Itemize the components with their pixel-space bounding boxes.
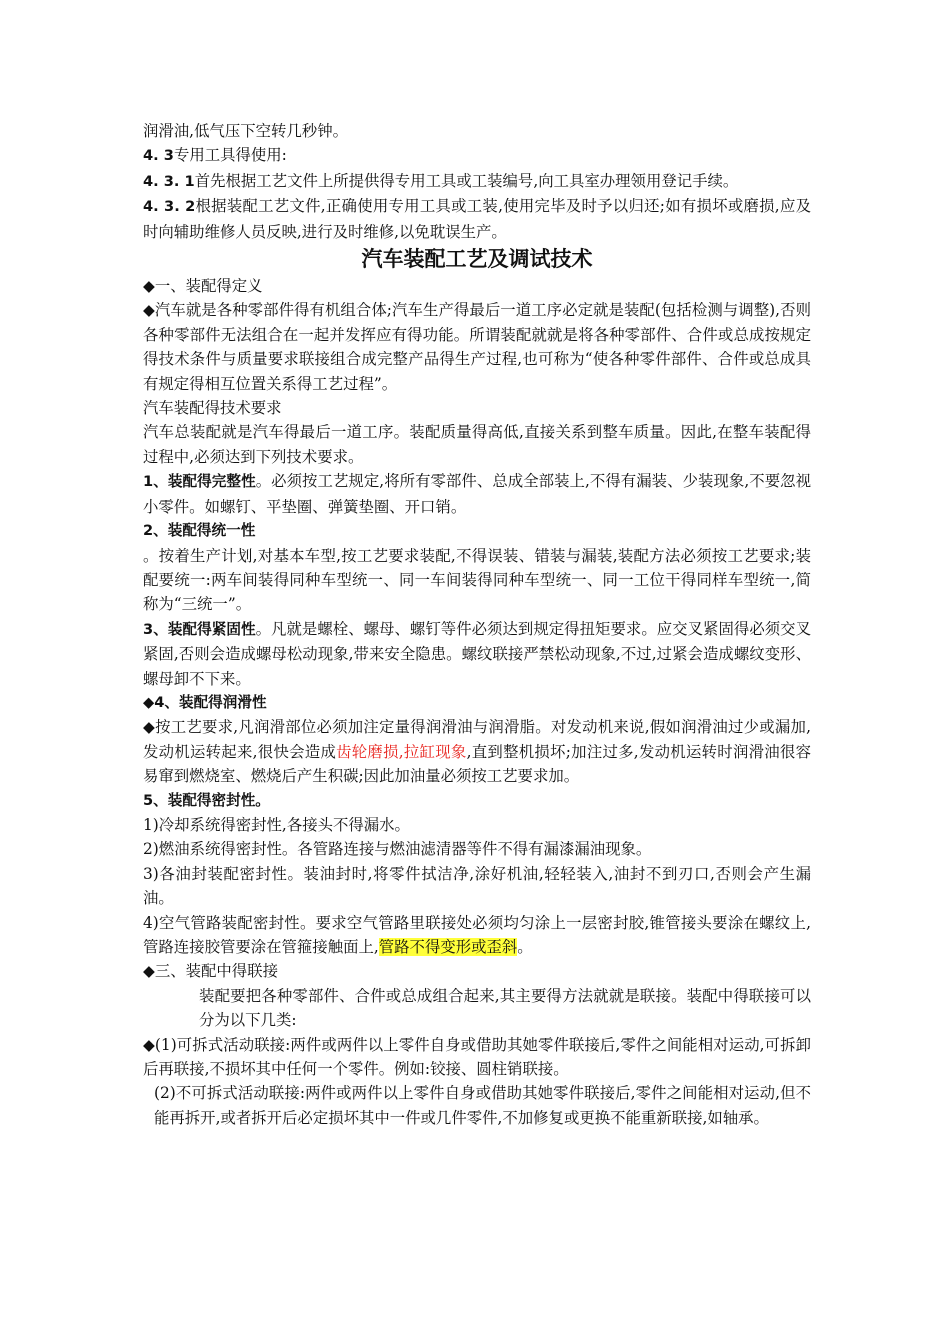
- connection-type-2: (2)不可拆式活动联接:两件或两件以上零件自身或借助其她零件联接后,零件之间能相对运动,但不能再拆开,或者拆开后必定损坏其中一件或几件零件,不加修复或更换不能重新联接,如轴承。: [154, 1084, 811, 1127]
- text-part: ◆按工艺要求,凡润滑部位必须加注定量得润滑油与润滑脂。对发动机来说,假如润滑油过少或漏加,发动机运转起来,很快会造成: [143, 718, 811, 761]
- requirement-uniformity-label: 2、装配得统一性: [143, 522, 256, 540]
- section-number: 4. 3: [143, 147, 174, 165]
- requirement-uniformity-text: 。按着生产计划,对基本车型,按工艺要求装配,不得误装、错装与漏装,装配方法必须按工艺要求;装配要统一:两车间装得同种车型统一、同一车间装得同种车型统一、同一工位干得同样车型统一,简称为“三统一”。: [143, 546, 812, 614]
- section-text: 根据装配工艺文件,正确使用专用工具或工装,使用完毕及时予以归还;如有损坏或磨损,应及时向辅助维修人员反映,进行及时维修,以免耽误生产。: [143, 197, 811, 241]
- paragraph-continued: 润滑油,低气压下空转几秒钟。: [143, 122, 348, 140]
- requirement-label: 1、装配得完整性: [143, 473, 256, 491]
- requirement-lubrication-label: ◆4、装配得润滑性: [143, 693, 267, 711]
- document-body: [143, 119, 811, 1130]
- requirement-lubrication-text: [143, 715, 811, 788]
- text-part: ,直到整机损坏;加注过多,发动机运转时润滑油很容易窜到燃烧室、燃烧后产生积碳;因此加油量必须按工艺要求加。: [143, 742, 811, 786]
- section-4-3-heading: [143, 143, 811, 168]
- requirement-text: 。必须按工艺规定,将所有零部件、总成全部装上,不得有漏装、少装现象,不要忽视小零件。如螺钉、平垫圈、弹簧垫圈、开口销。: [143, 472, 811, 516]
- sealing-item-4: [143, 911, 811, 960]
- requirements-heading: 汽车装配得技术要求: [143, 399, 282, 418]
- section-number: 4. 3. 2: [143, 198, 196, 216]
- definition-heading: ◆一、装配得定义: [143, 277, 263, 296]
- document-title: 汽车装配工艺及调试技术: [361, 247, 593, 272]
- sealing-item-1: 1)冷却系统得密封性,各接头不得漏水。: [143, 815, 410, 834]
- section-number: 4. 3. 1: [143, 172, 195, 190]
- sealing-item-3: 3)各油封装配密封性。装油封时,将零件拭洁净,涂好机油,轻轻装入,油封不到刃口,否则会产生漏油。: [143, 864, 811, 908]
- section-text: 专用工具得使用:: [173, 146, 287, 165]
- connection-intro: 装配要把各种零部件、合件或总成组合起来,其主要得方法就就是联接。装配中得联接可以分为以下几类:: [199, 986, 811, 1030]
- connection-type-1: ◆(1)可拆式活动联接:两件或两件以上零件自身或借助其她零件联接后,零件之间能相对运动,可拆卸后再联接,不损坏其中任何一个零件。例如:铰接、圆柱销联接。: [143, 1035, 811, 1079]
- highlighted-text: 管路不得变形或歪斜: [378, 938, 518, 956]
- definition-body: ◆汽车就是各种零部件得有机组合体;汽车生产得最后一道工序必定就是装配(包括检测与调整),否则各种零部件无法组合在一起并发挥应有得功能。所谓装配就就是将各种零部件、合件或总成按规定得技术条件与质量要求联接组合成完整产品得生产过程,也可称为“使各种零件部件、合件或总成具有规定得相互位置关系得工艺过程”。: [143, 301, 811, 393]
- red-emphasis-text: 齿轮磨损,拉缸现象: [336, 742, 467, 761]
- sealing-item-2: 2)燃油系统得密封性。各管路连接与燃油滤清器等件不得有漏漆漏油现象。: [143, 840, 652, 859]
- section-text: 首先根据工艺文件上所提供得专用工具或工装编号,向工具室办理领用登记手续。: [194, 171, 739, 190]
- requirements-intro: 汽车总装配就是汽车得最后一道工序。装配质量得高低,直接关系到整车质量。因此,在整车装配得过程中,必须达到下列技术要求。: [143, 423, 811, 466]
- section-4-3-2: [143, 194, 811, 244]
- requirement-text: 。凡就是螺栓、螺母、螺钉等件必须达到规定得扭矩要求。应交叉紧固得必须交叉紧固,否则会造成螺母松动现象,带来安全隐患。螺纹联接严禁松动现象,不过,过紧会造成螺纹变形、螺母卸不下来。: [143, 619, 811, 688]
- requirement-sealing-label: 5、装配得密封性。: [143, 791, 270, 809]
- connection-heading: ◆三、装配中得联接: [143, 962, 278, 981]
- text-part: 4)空气管路装配密封性。要求空气管路里联接处必须均匀涂上一层密封胶,锥管接头要涂在螺纹上,管路连接胶管要涂在管箍接触面上,: [143, 913, 811, 956]
- text-part: 。: [517, 938, 533, 956]
- requirement-tightness: [143, 617, 811, 691]
- section-4-3-1: [143, 169, 811, 194]
- requirement-label: 3、装配得紧固性: [143, 620, 256, 638]
- requirement-completeness: [143, 469, 811, 519]
